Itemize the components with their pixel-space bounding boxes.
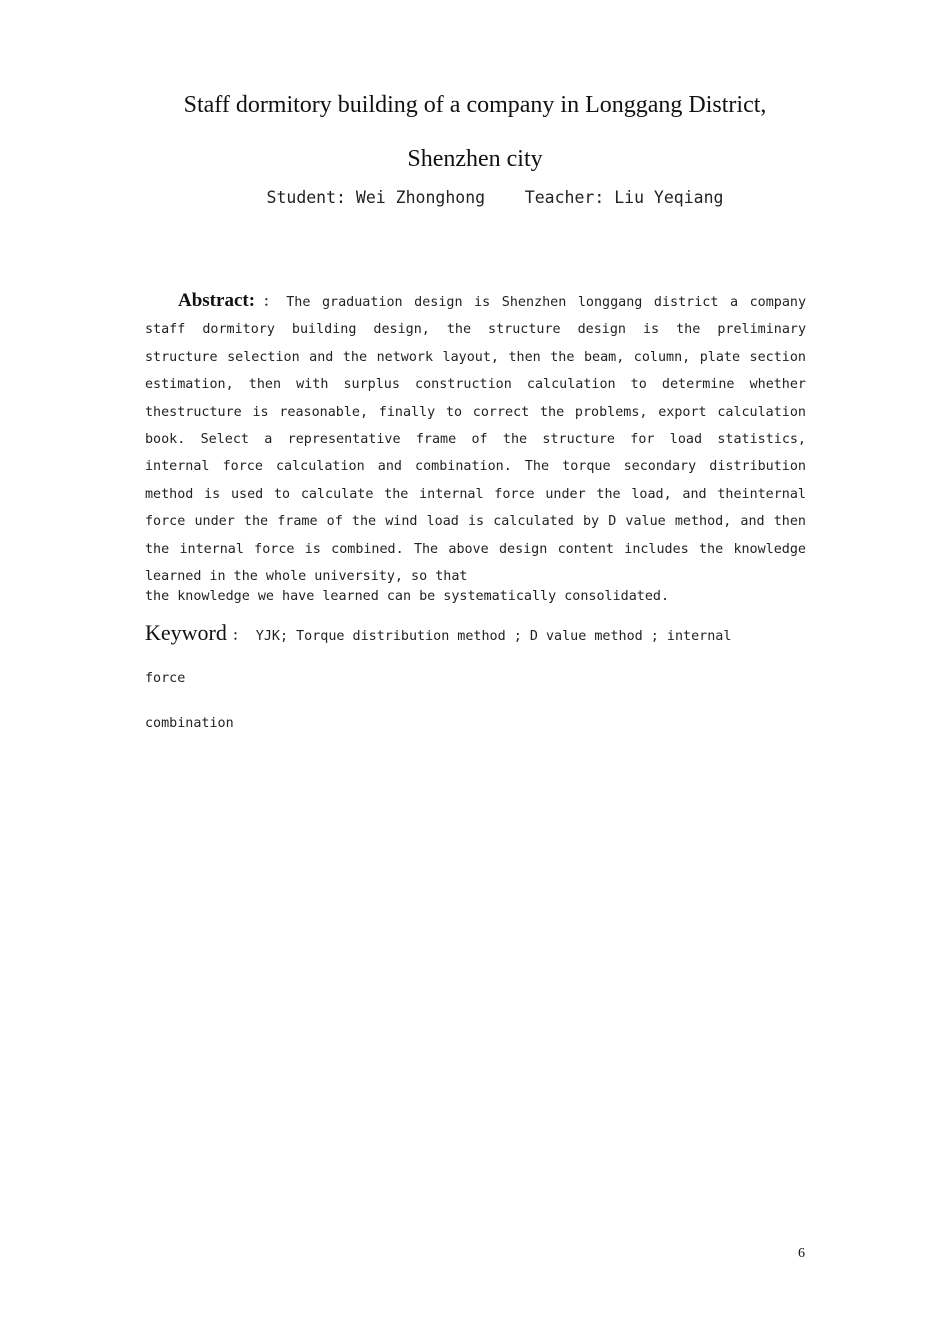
abstract-colon: ： [263,295,281,310]
abstract-last-line: the knowledge we have learned can be systematically consolidated. [145,589,670,604]
abstract-paragraph [145,287,806,590]
document-title [100,78,850,186]
keywords-continuation-2: combination [145,716,234,731]
authors-line: Student: Wei Zhonghong Teacher: Liu Yeqiang [266,188,724,207]
abstract-text: The graduation design is Shenzhen longgang district a company staff dormitory building design, the structure design is the preliminary structure selection and the network layout, then the beam, column, plate section estimation, then with surplus construction calculation to determine whether thestructure is reasonable, finally to correct the problems, export calculation book. Select a representative frame of the structure for load statistics, internal force calculation and combination. The torque secondary distribution method is used to calculate the internal force under the load, and theinternal force under the frame of the wind load is calculated by D value method, and then the internal force is combined. The above design content includes the knowledge learned in the whole university, so that [145,295,807,585]
keywords-continuation-1: force [145,671,186,686]
keywords-label: Keyword [145,620,233,645]
title-line-2: Shenzhen city [407,146,543,172]
page-number: 6 [798,1246,805,1261]
keywords-text: YJK; Torque distribution method ; D value method ; internal [255,629,732,644]
title-line-1: Staff dormitory building of a company in Longgang District, [183,92,767,118]
abstract-label: Abstract: [178,290,264,311]
keywords-line [145,620,731,646]
keywords-colon: ： [232,629,246,644]
